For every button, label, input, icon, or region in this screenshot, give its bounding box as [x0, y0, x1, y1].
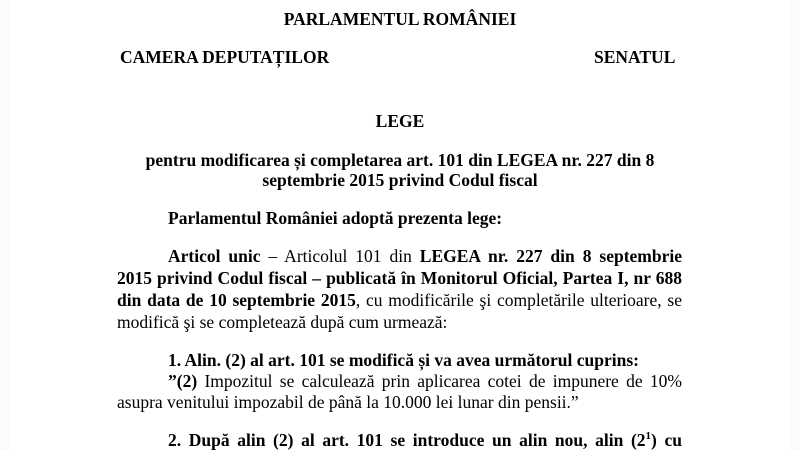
article-line-4: modifică şi se completează după cum urmează:: [117, 312, 448, 332]
parliament-title: PARLAMENTUL ROMÂNIEI: [283, 9, 517, 29]
article-line-1: [168, 246, 682, 267]
law-subtitle-line1: pentru modificarea și completarea art. 101 din LEGEA nr. 227 din 8: [145, 150, 655, 170]
chamber-deputies: CAMERA DEPUTAȚILOR: [120, 47, 330, 67]
left-margin-shadow: [0, 0, 10, 450]
article-law-ref: LEGEA nr. 227 din 8 septembrie: [419, 246, 683, 266]
article-date: din data de 10 septembrie 2015: [117, 290, 356, 310]
article-label: Articol unic: [168, 246, 261, 266]
preamble: Parlamentul României adoptă prezenta lege:: [168, 208, 503, 228]
point1-quote-line1: [168, 371, 682, 392]
article-text-a: – Articolul 101 din: [260, 246, 420, 266]
point2-line1: [168, 430, 682, 451]
article-line-3-rest: , cu modificările şi completările ulterioare, se: [355, 290, 682, 310]
law-title: LEGE: [375, 111, 425, 131]
point1-quote-open: ”(2): [168, 371, 198, 391]
senate: SENATUL: [594, 47, 676, 67]
point1-heading: 1. Alin. (2) al art. 101 se modifică și va avea următorul cuprins:: [168, 350, 640, 370]
point1-quote-text: Impozitul se calculează prin aplicarea cotei de impunere de 10%: [197, 371, 682, 391]
article-line-3: [117, 290, 682, 311]
article-line-2: 2015 privind Codul fiscal – publicată în Monitorul Oficial, Partea I, nr 688: [117, 268, 682, 288]
point1-quote-line2: asupra venitului impozabil de până la 10.000 lei lunar din pensii.”: [117, 392, 579, 412]
right-margin-shadow: [790, 0, 800, 450]
law-subtitle-line2: septembrie 2015 privind Codul fiscal: [262, 170, 538, 190]
point2-text: 2. După alin (2) al art. 101 se introduce un alin nou, alin (2: [168, 430, 646, 450]
point2-sup: 1: [645, 430, 652, 443]
point2-tail: ) cu: [651, 430, 682, 450]
